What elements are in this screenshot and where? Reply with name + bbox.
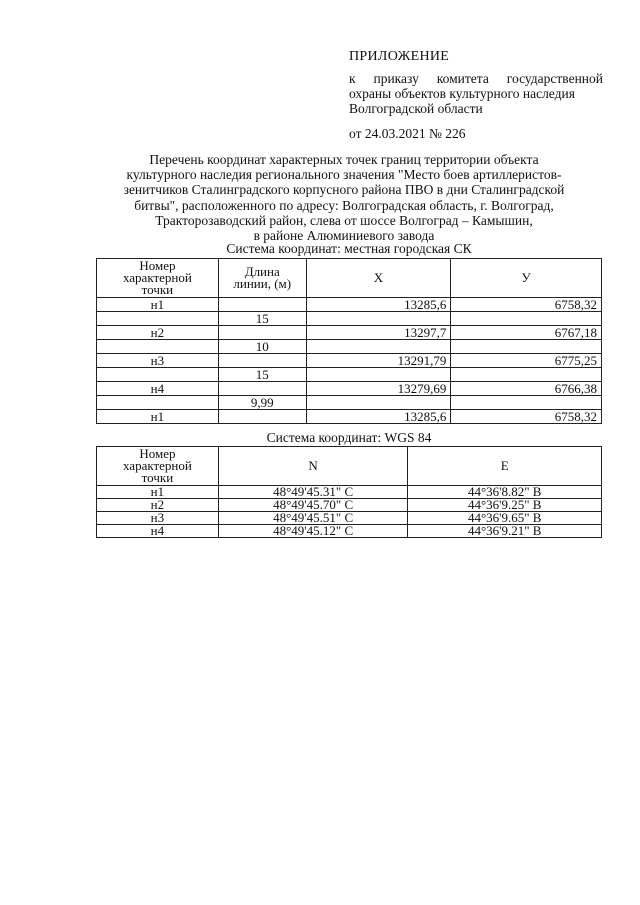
point-cell: н1: [97, 410, 219, 424]
x-cell: 13291,79: [306, 354, 451, 368]
table-row: [97, 396, 602, 410]
longitude-cell: 44°36'9.21" В: [408, 525, 602, 538]
table-row: [97, 354, 602, 368]
latitude-cell: 48°49'45.31" С: [218, 486, 408, 499]
appendix-date: от 24.03.2021 № 226: [349, 126, 466, 141]
y-cell: [451, 340, 602, 354]
length-cell: 15: [218, 312, 306, 326]
table-row: [97, 298, 602, 312]
table-header-row: [97, 259, 602, 298]
length-cell: [218, 354, 306, 368]
point-cell: н1: [97, 486, 219, 499]
heading-line: зенитчиков Сталинградского корпусного района ПВО в дни Сталинградской: [123, 182, 565, 198]
x-cell: 13285,6: [306, 410, 451, 424]
header-y: У: [451, 259, 602, 298]
point-cell: [97, 312, 219, 326]
point-cell: [97, 340, 219, 354]
order-word: приказу: [373, 71, 419, 86]
order-reference-line-2: охраны объектов культурного наследия: [349, 86, 575, 101]
header-e: E: [408, 447, 602, 486]
latitude-cell: 48°49'45.70" С: [218, 499, 408, 512]
point-cell: н4: [97, 525, 219, 538]
point-cell: н3: [97, 512, 219, 525]
x-cell: 13297,7: [306, 326, 451, 340]
point-cell: н2: [97, 326, 219, 340]
document-heading: [60, 152, 628, 243]
point-cell: н3: [97, 354, 219, 368]
point-cell: [97, 368, 219, 382]
length-cell: [218, 410, 306, 424]
table1-caption: Система координат: местная городская СК: [226, 241, 472, 256]
x-cell: 13285,6: [306, 298, 451, 312]
appendix-order-reference: [349, 71, 603, 116]
header-x: X: [306, 259, 451, 298]
y-cell: 6775,25: [451, 354, 602, 368]
length-cell: [218, 382, 306, 396]
y-cell: [451, 312, 602, 326]
order-word: комитета: [436, 71, 489, 86]
length-cell: [218, 326, 306, 340]
header-line-length: Длина линии, (м): [218, 259, 306, 298]
table-row: [97, 368, 602, 382]
x-cell: [306, 340, 451, 354]
length-cell: 10: [218, 340, 306, 354]
longitude-cell: 44°36'9.25" В: [408, 499, 602, 512]
y-cell: 6767,18: [451, 326, 602, 340]
table2-caption: Система координат: WGS 84: [266, 430, 432, 445]
x-cell: [306, 396, 451, 410]
x-cell: [306, 312, 451, 326]
table-row: [97, 525, 602, 538]
y-cell: 6758,32: [451, 298, 602, 312]
header-n: N: [218, 447, 408, 486]
table-row: [97, 340, 602, 354]
latitude-cell: 48°49'45.51" С: [218, 512, 408, 525]
length-cell: 15: [218, 368, 306, 382]
longitude-cell: 44°36'9.65" В: [408, 512, 602, 525]
heading-line: культурного наследия регионального значения "Место боев артиллеристов-: [126, 167, 562, 183]
heading-line: битвы", расположенного по адресу: Волгоградская область, г. Волгоград,: [134, 197, 554, 213]
wgs84-coordinates-table: [96, 446, 602, 538]
x-cell: 13279,69: [306, 382, 451, 396]
y-cell: [451, 368, 602, 382]
table-row: [97, 382, 602, 396]
y-cell: [451, 396, 602, 410]
y-cell: 6766,38: [451, 382, 602, 396]
latitude-cell: 48°49'45.12" С: [218, 525, 408, 538]
heading-line: Перечень координат характерных точек границ территории объекта: [149, 152, 539, 167]
table-row: [97, 312, 602, 326]
order-word: государственной: [506, 71, 603, 86]
point-cell: н2: [97, 499, 219, 512]
order-reference-line-1: [349, 71, 603, 86]
header-point-number: Номер характерной точки: [97, 259, 219, 298]
point-cell: н1: [97, 298, 219, 312]
longitude-cell: 44°36'8.82" В: [408, 486, 602, 499]
length-cell: 9,99: [218, 396, 306, 410]
header-point-number: Номер характерной точки: [97, 447, 219, 486]
heading-line: Тракторозаводский район, слева от шоссе Волгоград – Камышин,: [155, 212, 533, 228]
length-cell: [218, 298, 306, 312]
table-row: [97, 410, 602, 424]
x-cell: [306, 368, 451, 382]
order-word: к: [349, 71, 356, 86]
y-cell: 6758,32: [451, 410, 602, 424]
appendix-title: ПРИЛОЖЕНИЕ: [349, 49, 450, 64]
point-cell: [97, 396, 219, 410]
point-cell: н4: [97, 382, 219, 396]
table-header-row: [97, 447, 602, 486]
table-row: [97, 326, 602, 340]
order-reference-line-3: Волгоградской области: [349, 101, 483, 116]
heading-line: в районе Алюминиевого завода: [253, 228, 435, 244]
local-coordinates-table: [96, 258, 602, 424]
